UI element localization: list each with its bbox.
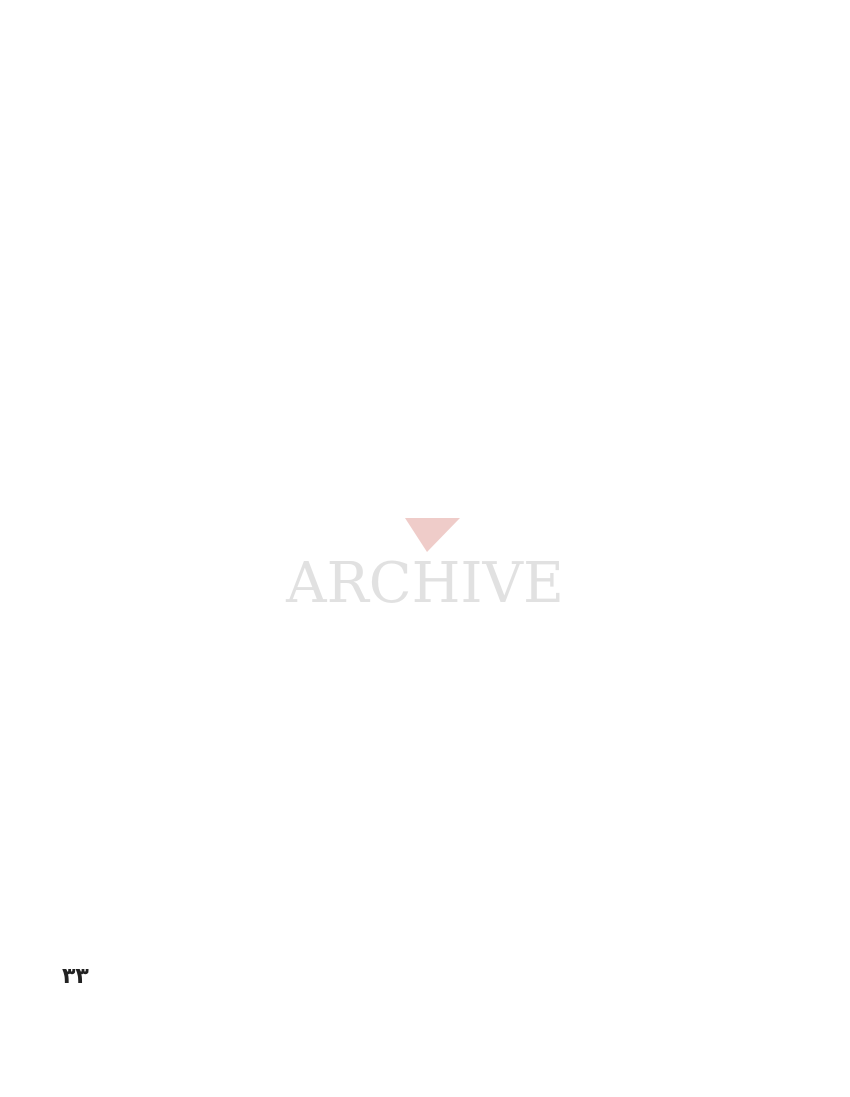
text-line xyxy=(437,183,812,211)
text-line xyxy=(60,238,430,266)
text-line xyxy=(437,680,812,708)
text-line xyxy=(437,404,812,432)
text-line xyxy=(60,321,430,349)
text-line xyxy=(437,514,812,542)
text-line xyxy=(60,294,430,322)
text-line xyxy=(60,625,430,653)
text-line xyxy=(437,487,812,515)
text-line xyxy=(437,266,812,294)
text-line xyxy=(60,735,430,763)
text-line xyxy=(437,652,812,680)
text-line xyxy=(437,845,812,873)
text-line xyxy=(437,597,812,625)
text-line xyxy=(437,625,812,653)
text-line xyxy=(437,901,812,929)
text-line xyxy=(60,845,430,873)
text-line xyxy=(437,128,812,156)
text-line xyxy=(60,983,430,1011)
page-number: ٣٣ xyxy=(62,964,89,989)
text-line xyxy=(437,542,812,570)
text-line xyxy=(60,597,430,625)
text-line xyxy=(60,156,430,184)
text-line xyxy=(60,542,430,570)
text-line xyxy=(437,956,812,984)
text-line xyxy=(60,432,430,460)
text-line xyxy=(437,349,812,377)
text-line xyxy=(437,376,812,404)
text-line xyxy=(60,570,430,598)
text-line xyxy=(60,487,430,515)
text-line xyxy=(437,570,812,598)
text-line xyxy=(60,818,430,846)
text-line xyxy=(437,763,812,791)
text-line xyxy=(60,707,430,735)
text-line xyxy=(60,376,430,404)
text-line xyxy=(437,983,812,1011)
text-line xyxy=(60,349,430,377)
text-line xyxy=(60,763,430,791)
text-line xyxy=(437,818,812,846)
text-line xyxy=(60,901,430,929)
text-line xyxy=(437,211,812,239)
text-line xyxy=(437,238,812,266)
text-line xyxy=(437,459,812,487)
text-line xyxy=(60,680,430,708)
text-line xyxy=(437,294,812,322)
watermark-text: ARCHIVE xyxy=(286,551,564,616)
text-line xyxy=(60,404,430,432)
text-line xyxy=(60,266,430,294)
text-line xyxy=(60,956,430,984)
text-line xyxy=(60,652,430,680)
text-line xyxy=(437,735,812,763)
text-line xyxy=(60,514,430,542)
text-line xyxy=(437,707,812,735)
right-text-column xyxy=(437,128,812,1011)
text-line xyxy=(437,873,812,901)
text-line xyxy=(60,128,430,156)
text-line xyxy=(437,432,812,460)
text-line xyxy=(437,928,812,956)
text-line xyxy=(60,873,430,901)
text-line xyxy=(60,211,430,239)
text-line xyxy=(437,156,812,184)
text-line xyxy=(60,459,430,487)
text-line xyxy=(437,790,812,818)
text-line xyxy=(60,790,430,818)
text-line xyxy=(437,321,812,349)
left-text-column xyxy=(60,128,430,1011)
text-line xyxy=(60,183,430,211)
text-line xyxy=(60,928,430,956)
